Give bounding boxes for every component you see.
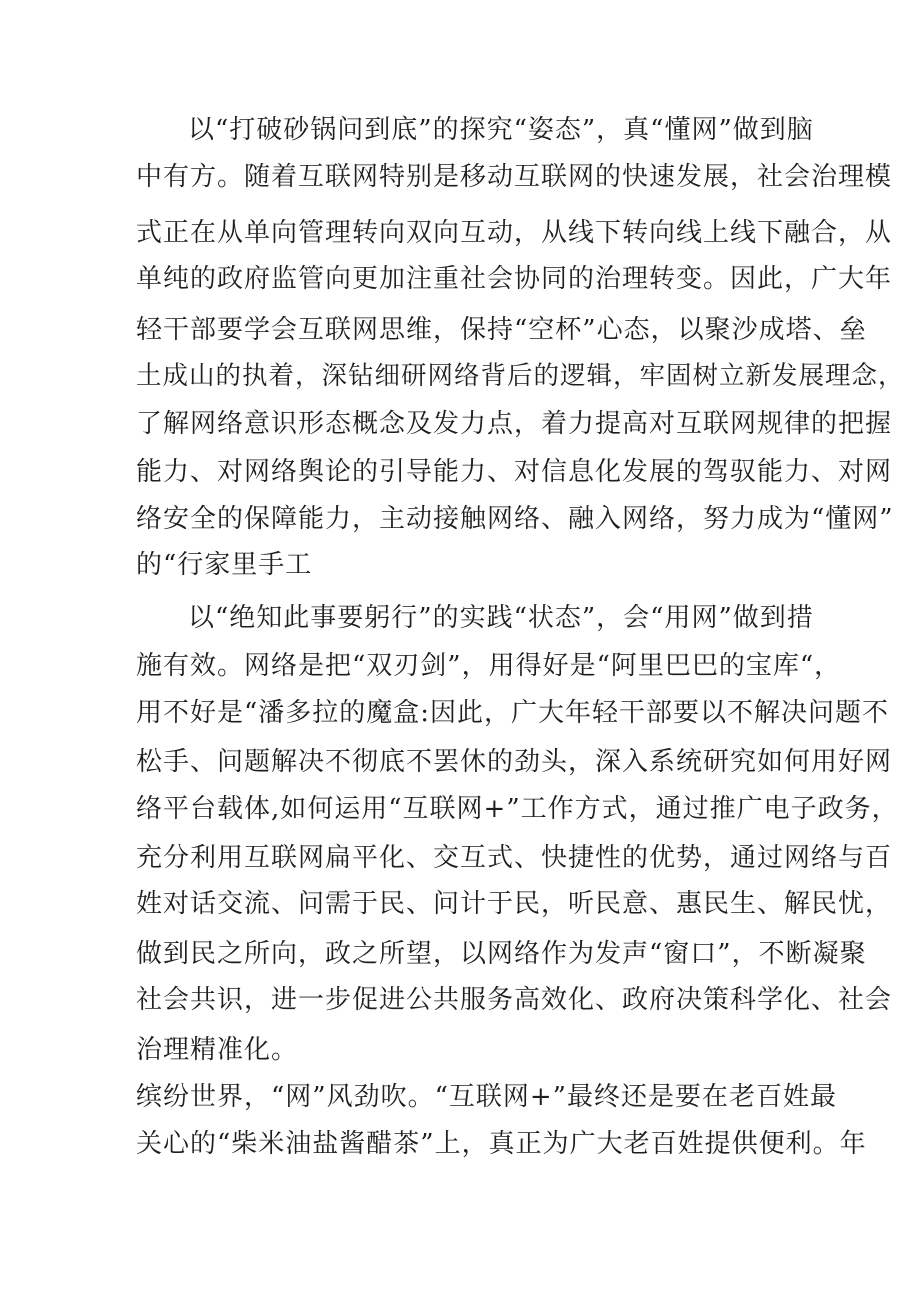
text-line: 缤纷世界，“网”风劲吹。“互联网+”最终还是要在老百姓最 bbox=[136, 1082, 837, 1112]
text-line: 轻干部要学会互联网思维，保持“空杯”心态，以聚沙成塔、垒 bbox=[136, 315, 867, 345]
text-line: 做到民之所向，政之所望，以网络作为发声“窗口”，不断凝聚 bbox=[136, 939, 867, 969]
text-line: 单纯的政府监管向更加注重社会协同的治理转变。因此，广大年 bbox=[136, 264, 893, 294]
text-line: 用不好是“潘多拉的魔盒:因此，广大年轻干部要以不解决问题不 bbox=[136, 698, 890, 728]
text-line: 络安全的保障能力，主动接触网络、融入网络，努力成为“懂网” bbox=[136, 504, 894, 534]
text-line: 关心的“柴米油盐酱醋茶”上，真正为广大老百姓提供便利。年 bbox=[136, 1129, 867, 1159]
text-line: 以“绝知此事要躬行”的实践“状态”，会“用网”做到措 bbox=[188, 603, 814, 633]
text-line: 社会共识，进一步促进公共服务高效化、政府决策科学化、社会 bbox=[136, 985, 893, 1015]
text-line: 能力、对网络舆论的引导能力、对信息化发展的驾驭能力、对网 bbox=[136, 457, 893, 487]
text-line: 的“行家里手工 bbox=[136, 550, 313, 580]
text-line: 了解网络意识形态概念及发力点，着力提高对互联网规律的把握 bbox=[136, 409, 893, 439]
text-line: 姓对话交流、问需于民、问计于民，听民意、惠民生、解民忧， bbox=[136, 889, 893, 919]
text-line: 松手、问题解决不彻底不罢休的劲头，深入系统研究如何用好网 bbox=[136, 747, 893, 777]
text-line: 以“打破砂锅问到底”的探究“姿态”，真“懂网”做到脑 bbox=[188, 115, 814, 145]
text-line: 治理精准化。 bbox=[136, 1035, 299, 1065]
text-line: 络平台载体,如何运用“互联网+”工作方式，通过推广电子政务， bbox=[136, 794, 899, 824]
text-line: 充分利用互联网扁平化、交互式、快捷性的优势，通过网络与百 bbox=[136, 843, 893, 873]
text-line: 土成山的执着，深钻细研网络背后的逻辑，牢固树立新发展理念， bbox=[136, 361, 905, 391]
text-line: 中有方。随着互联网特别是移动互联网的快速发展，社会治理模 bbox=[136, 162, 893, 192]
text-line: 施有效。网络是把“双刃剑”，用得好是“阿里巴巴的宝库“， bbox=[136, 651, 842, 681]
text-line: 式正在从单向管理转向双向互动，从线下转向线上线下融合，从 bbox=[136, 218, 893, 248]
